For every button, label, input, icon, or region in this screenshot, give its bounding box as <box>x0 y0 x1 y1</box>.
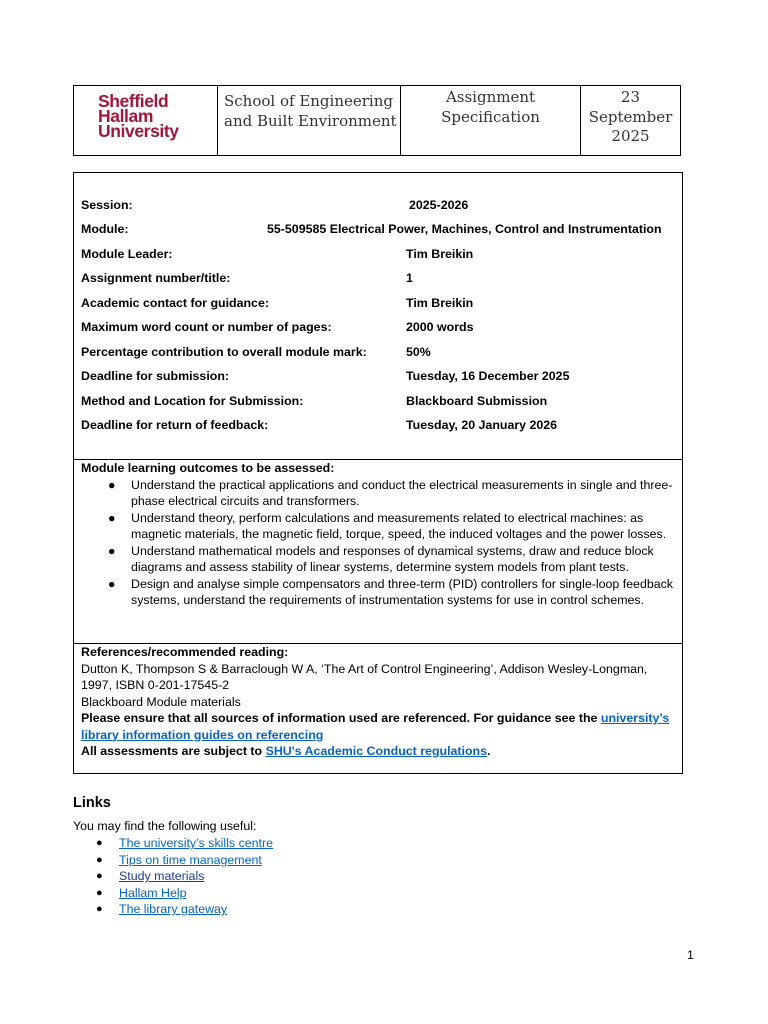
detail-value: 1 <box>406 271 413 285</box>
document-date <box>580 86 681 155</box>
detail-row-session <box>81 198 682 216</box>
detail-row-deadline <box>81 369 682 387</box>
bullet-icon: ● <box>96 853 103 866</box>
references-section <box>81 644 676 760</box>
detail-value: Blackboard Submission <box>406 394 548 408</box>
study-materials-link[interactable]: Study materials <box>119 869 205 883</box>
links-intro: You may find the following useful: <box>73 819 257 833</box>
school-name: School of Engineering and Built Environment <box>217 86 400 155</box>
academic-conduct-end: . <box>487 744 491 758</box>
date-month: September <box>588 107 673 126</box>
learning-outcome-text: Understand mathematical models and responses of dynamical systems, draw and reduce block diagrams and assess stability of linear systems, determine system models from plant tests. <box>131 543 654 574</box>
learning-outcomes-section <box>81 460 676 609</box>
logo-line: University <box>98 121 179 141</box>
learning-outcome-text: Design and analyse simple compensators and three-term (PID) controllers for single-loop feedback systems, understand the requirements of instrumentation systems for use in control schemes. <box>131 576 674 607</box>
learning-outcomes-list <box>81 477 676 609</box>
time-management-link[interactable]: Tips on time management <box>119 852 262 867</box>
detail-label: Deadline for submission: <box>81 369 230 383</box>
detail-value: 55-509585 Electrical Power, Machines, Control and Instrumentation <box>267 222 662 236</box>
detail-row-module-leader <box>81 247 682 265</box>
learning-outcomes-title: Module learning outcomes to be assessed: <box>81 461 335 475</box>
detail-label: Deadline for return of feedback: <box>81 418 269 432</box>
reference-materials: Blackboard Module materials <box>81 694 241 709</box>
detail-row-submission-method <box>81 394 682 412</box>
detail-label: Session: <box>81 198 133 212</box>
university-logo <box>73 86 218 155</box>
links-heading: Links <box>73 795 111 811</box>
learning-outcome-text: Understand the practical applications and conduct the electrical measurements in single and three-phase electrical circuits and transformers. <box>131 477 673 508</box>
library-gateway-link[interactable]: The library gateway <box>119 902 228 916</box>
academic-conduct-link[interactable]: SHU's Academic Conduct regulations <box>265 744 488 758</box>
detail-label: Academic contact for guidance: <box>81 296 269 310</box>
logo-line: Sheffield <box>98 91 169 111</box>
learning-outcome-item <box>81 510 676 543</box>
assignment-details-box <box>73 172 683 774</box>
page-number: 1 <box>687 948 694 962</box>
detail-value: 2025-2026 <box>409 198 469 212</box>
bullet-icon: ● <box>96 837 103 849</box>
bullet-icon: ● <box>96 870 103 882</box>
referencing-guides-link[interactable]: university’s library information guides on referencing <box>81 711 670 742</box>
list-item <box>73 835 273 852</box>
bullet-icon: ● <box>108 477 116 492</box>
detail-label: Module: <box>81 222 129 236</box>
logo-line: Hallam <box>98 106 153 126</box>
bullet-icon: ● <box>108 510 116 525</box>
date-year: 2025 <box>611 127 650 145</box>
detail-row-module <box>81 222 682 240</box>
reference-citation: Dutton K, Thompson S & Barraclough W A, ‘The Art of Control Engineering’, Addison Wesley-Longman, 1997, ISBN 0-201-17545-2 <box>81 661 648 692</box>
detail-value: Tuesday, 16 December 2025 <box>406 369 570 383</box>
list-item <box>73 852 273 869</box>
detail-label: Assignment number/title: <box>81 271 231 285</box>
detail-label: Module Leader: <box>81 247 173 261</box>
list-item <box>73 901 273 918</box>
bullet-icon: ● <box>108 543 116 558</box>
learning-outcome-item <box>81 576 676 609</box>
detail-row-academic-contact <box>81 296 682 314</box>
learning-outcome-item <box>81 477 676 510</box>
detail-label: Percentage contribution to overall module mark: <box>81 345 367 359</box>
bullet-icon: ● <box>96 886 103 899</box>
hallam-help-link[interactable]: Hallam Help <box>119 885 187 900</box>
detail-row-percentage <box>81 345 682 363</box>
useful-links-list <box>73 835 273 918</box>
document-type: Assignment Specification <box>400 86 580 155</box>
referencing-guidance <box>81 710 676 743</box>
learning-outcome-item <box>81 543 676 576</box>
skills-centre-link[interactable]: The university’s skills centre <box>119 836 274 850</box>
references-title: References/recommended reading: <box>81 645 289 659</box>
header-table <box>73 85 681 156</box>
referencing-guidance-text: Please ensure that all sources of information used are referenced. For guidance see the <box>81 711 601 725</box>
detail-value: Tim Breikin <box>406 247 474 261</box>
list-item <box>73 885 273 902</box>
logo-wordmark <box>98 91 179 141</box>
detail-value: Tim Breikin <box>406 296 474 310</box>
bullet-icon: ● <box>108 576 116 591</box>
detail-value: 50% <box>406 345 431 359</box>
detail-row-feedback-deadline <box>81 418 682 436</box>
list-item <box>73 868 273 885</box>
detail-value: Tuesday, 20 January 2026 <box>406 418 558 432</box>
date-day: 23 <box>620 88 641 106</box>
detail-row-assignment-number <box>81 271 682 289</box>
detail-row-word-count <box>81 320 682 338</box>
detail-value: 2000 words <box>406 320 474 334</box>
detail-label: Maximum word count or number of pages: <box>81 320 332 334</box>
academic-conduct-text: All assessments are subject to <box>81 744 266 758</box>
academic-conduct-notice <box>81 743 676 760</box>
bullet-icon: ● <box>96 903 103 915</box>
detail-label: Method and Location for Submission: <box>81 394 304 408</box>
learning-outcome-text: Understand theory, perform calculations and measurements related to electrical machines: as magnetic materials, the magnetic field, torque, speed, the induced voltages and the power losses. <box>131 510 667 541</box>
